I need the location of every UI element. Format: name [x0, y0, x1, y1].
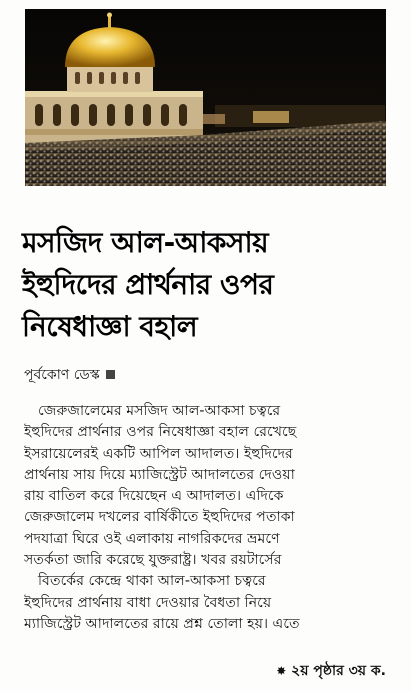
- body-line: জেরুজালেমের মসজিদ আল-আকসা চত্বরে: [38, 403, 281, 419]
- body-line: সতর্কতা জারি করেছে যুক্তরাষ্ট্র। খবর রয়টার্সের: [24, 552, 282, 569]
- news-photo: [25, 9, 386, 186]
- byline-text: পূর্বকোণ ডেস্ক: [24, 367, 100, 383]
- byline: [24, 364, 115, 386]
- continuation-text: ২য় পৃষ্ঠার ৩য় ক.: [291, 663, 386, 679]
- star-bullet-icon: ✸: [276, 664, 287, 678]
- body-line: ইহুদিদের প্রার্থনায় বাধা দেওয়ার বৈধতা নিয়ে: [24, 594, 272, 611]
- headline-line: ইহুদিদের প্রার্থনার ওপর: [22, 268, 274, 301]
- article-body: [24, 401, 388, 635]
- body-line: রায় বাতিল করে দিয়েছেন এ আদালত। এদিকে: [24, 488, 284, 505]
- square-bullet-icon: [106, 370, 115, 379]
- dome-of-the-rock-night-photo: [25, 9, 386, 186]
- headline: [22, 222, 392, 348]
- headline-line: নিষেধাজ্ঞা বহাল: [22, 310, 198, 343]
- body-line: বিতর্কের কেন্দ্রে থাকা আল-আকসা চত্বরে: [38, 573, 266, 590]
- body-line: ম্যাজিস্ট্রেট আদালতের রায়ে প্রশ্ন তোলা হয়। এতে: [24, 615, 300, 632]
- body-line: ইহুদিদের প্রার্থনার ওপর নিষেধাজ্ঞা বহাল রেখেছে: [24, 424, 297, 441]
- body-line: প্রার্থনায় সায় দিয়ে ম্যাজিস্ট্রেট আদালতের দেওয়া: [24, 466, 295, 483]
- body-line: ইসরায়েলেরই একটি আপিল আদালত। ইহুদিদের: [24, 445, 293, 462]
- continuation-note: [276, 661, 386, 681]
- headline-line: মসজিদ আল-আকসায়: [22, 226, 269, 259]
- body-line: পদযাত্রা ঘিরে ওই এলাকায় নাগরিকদের ভ্রমণে: [24, 530, 280, 547]
- body-line: জেরুজালেম দখলের বার্ষিকীতে ইহুদিদের পতাকা: [24, 509, 295, 526]
